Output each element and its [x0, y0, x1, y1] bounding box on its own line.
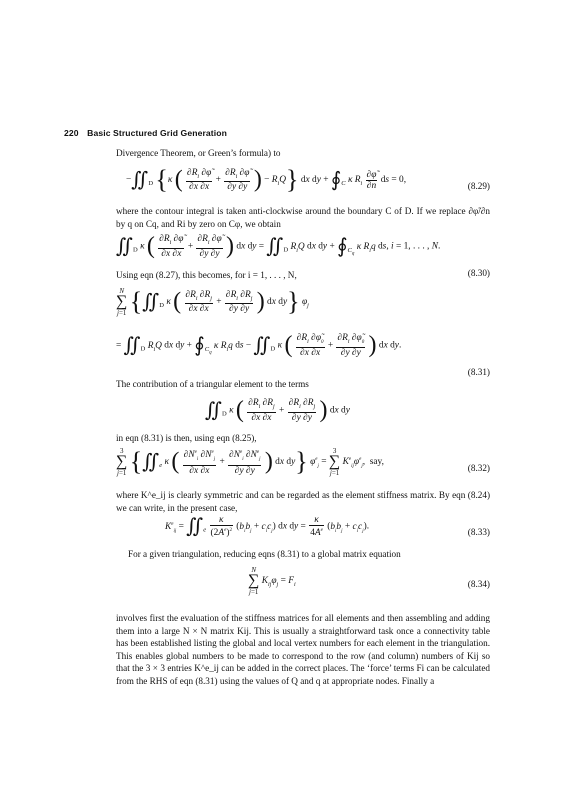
running-header	[64, 128, 227, 138]
equation-number-8-34: (8.34)	[467, 579, 490, 589]
equation-8-31-line-1: N ∑ j=1 {$∬_D$ κ ( $\frac{\partial R_i \partial R_j}{\partial x \partial x}$ + $\frac{\partial R_i \partial R_j}{\partial y \partial y}$ ) dx dy} $\varphi_j$	[116, 287, 309, 317]
running-title: Basic Structured Grid Generation	[87, 128, 227, 138]
equation-8-29: $-∬_D$ {κ ( $\frac{\partial R_i \partial\varphĩ}{\partial x \partial x}$ + $\frac{\partial R_i \partial\varphĩ}{\partial y \partial y}$ ) − $R_iQ$} dx dy + $∮_C$ κ $R_i$ $\frac{\partial\varphĩ}{\partial n}$ ds = 0,	[126, 165, 407, 194]
equation-number-8-31: (8.31)	[467, 367, 490, 377]
equation-8-30: $∬_D$ κ ( $\frac{\partial R_i \partial\varphĩ}{\partial x \partial x}$ + $\frac{\partial R_i \partial\varphĩ}{\partial y \partial y}$ ) dx dy = $∬_D$ $R_iQ$ dx dy + $∮_{C_q}$ κ $R_iq$ ds, i = 1, . . . , N.	[116, 233, 441, 259]
paragraph-intro: Divergence Theorem, or Green’s formula) to	[116, 148, 281, 158]
equation-8-33: $K^e_{ij}$ = $∬_e$ $\frac{\kappa}{(2A^e)^2}$ $(b_ib_j + c_ic_j)$ dx dy = $\frac{\kappa}{4A^e}$ $(b_ib_j + c_ic_j)$.	[165, 515, 370, 539]
paragraph-stiffness: where K^e_ij is clearly symmetric and can be regarded as the element stiffness matrix. By eqn (8.24) we can write, in the present case,	[116, 490, 490, 513]
equation-number-8-32: (8.32)	[467, 463, 490, 473]
say-text: say,	[369, 457, 384, 468]
page-number: 220	[64, 128, 79, 138]
paragraph-assembly: involves first the evaluation of the stiffness matrices for all elements and then assembling and adding them into a large N × N matrix Kij. This is usually a straightforward task once a connectivity table has been established listing the global and local vertex numbers for each element in the triangulation. This enables global numbers to be made to correspond to the row (and column) numbers of Kij so that the 3 × 3 entries K^e_ij can be added in the correct places. The ‘force’ terms Fi can be calculated from the RHS of eqn (8.31) using the values of Q and q at appropriate nodes. Finally a	[116, 613, 490, 686]
paragraph-contribution: The contribution of a triangular element to the terms	[116, 379, 309, 389]
paragraph-contour: where the contour integral is taken anti-clockwise around the boundary C of D. If we replace ∂φ̃/∂n by q on Cq, and Ri by zero on Cφ, we obtain	[116, 206, 490, 229]
equation-element-term: $∬_D$ κ ( $\frac{\partial R_i \partial R_j}{\partial x \partial x}$ + $\frac{\partial R_i \partial R_j}{\partial y \partial y}$ ) dx dy	[205, 397, 350, 423]
paragraph-triangulation: For a given triangulation, reducing eqns (8.31) to a global matrix equation	[128, 549, 401, 559]
equation-number-8-30: (8.30)	[467, 268, 490, 278]
equation-number-8-33: (8.33)	[467, 527, 490, 537]
equation-8-32: 3 ∑ j=1 {$∬_e$ κ ( $\frac{\partial N^e_i \partial N^e_j}{\partial x \partial x}$ + $\frac{\partial N^e_i \partial N^e_j}{\partial y \partial y}$ ) dx dy} $\varphi^e_j = 3$ ∑ j=1 $K^e_{ij}\varphi^e_j$, say,	[116, 447, 384, 477]
equation-number-8-29: (8.29)	[467, 181, 490, 191]
equation-8-31-line-2: = $∬_D$ $R_iQ$ dx dy + $∮_{C_q}$ κ $R_iq$ ds − $∬_D$ κ ( $\frac{\partial R_i \partial\varphĩ_0}{\partial x \partial x}$ + $\frac{\partial R_i \partial\varphĩ_0}{\partial y \partial y}$ ) dx dy.	[116, 332, 402, 359]
equation-8-34: N ∑ j=1 $K_{ij}\varphi_j = F_i$	[248, 566, 296, 596]
paragraph-in-eqn-831: in eqn (8.31) is then, using eqn (8.25),	[116, 433, 257, 443]
paragraph-using-827: Using eqn (8.27), this becomes, for i = 1, . . . , N,	[116, 270, 297, 280]
